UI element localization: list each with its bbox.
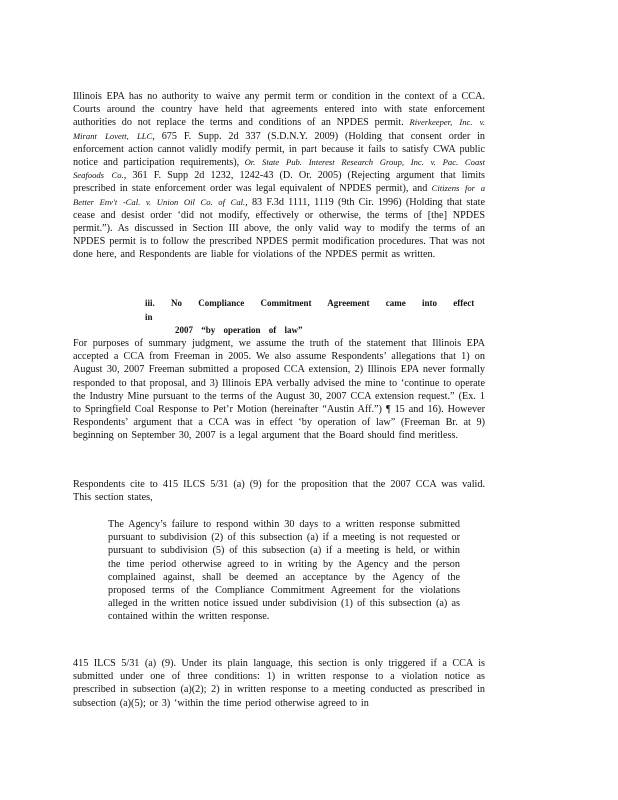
paragraph-text: , 675 F. Supp. 2d 337 (S.D.N.Y. 2009) (Holding that consent order in enforcement action cannot validly modify permit, in part because it fails to satisfy CWA public notice and participation requirements), xyxy=(73,130,485,169)
case-citation-riverkeeper: Riverkeeper, Inc. v. Mirant Lovett, LLC xyxy=(73,117,485,141)
paragraph-text: , 361 F. Supp 2d 1232, 1242-43 (D. Or. 2005) (Rejecting argument that limits prescribed in state enforcement order was legal equivalent of NPDES permit), and xyxy=(73,170,486,195)
block-quote-statute: The Agency’s failure to respond within 30 days to a written response submitted pursuant to subdivision (2) of this subsection (a) if a meeting is not requested or pursuant to subdivision (5) of this subsection (a) if a meeting is held, or within the time period otherwise agreed to in writing by the Agency and the person complained against, shall be deemed an acceptance by the Agency of the proposed terms of the Compliance Commitment Agreement for the violations alleged in the written notice issued under subdivision (1) of this subsection (a) as contained within the written response. xyxy=(108,519,460,623)
paragraph-text: Illinois EPA has no authority to waive any permit term or condition in the context of a CCA. Courts around the country have held that agreements entered into with state enforcement authorities do not replace the terms and conditions of an NPDES permit. xyxy=(73,91,485,129)
paragraph-epa-authority xyxy=(73,90,485,262)
case-citation-oregon-pirg: Or. State Pub. Interest Research Group, Inc. v. Pac. Coast Seafoods Co. xyxy=(73,157,485,181)
section-heading-line-1: iii. No Compliance Commitment Agreement came into effect in xyxy=(145,298,475,322)
case-citation-citizens-better-env: Citizens for a Better Env't -Cal. v. Union Oil Co. of Cal. xyxy=(73,183,485,207)
section-heading-line-2: 2007 “by operation of law” xyxy=(175,325,303,335)
paragraph-summary-judgment: For purposes of summary judgment, we assume the truth of the statement that Illinois EPA accepted a CCA from Freeman in 2005. We also assume Respondents’ allegations that 1) on August 30, 2007 Freeman submitted a proposed CCA extension, 2) Illinois EPA never formally responded to that proposal, and 3) Illinois EPA verbally advised the mine to ‘continue to operate the Industry Mine pursuant to the terms of the August 30, 2007 CCA extension request.” (Ex. 1 to Springfield Coal Response to Pet’r Motion (hereinafter “Austin Aff.”) ¶ 15 and 16). However Respondents’ argument that a CCA was in effect ‘by operation of law” (Freeman Br. at 9) beginning on September 30, 2007 is a legal argument that the Board should find meritless. xyxy=(73,338,485,442)
paragraph-plain-language: 415 ILCS 5/31 (a) (9). Under its plain language, this section is only triggered if a CCA is submitted under one of three conditions: 1) in written response to a violation notice as prescribed in subsection (a)(2); 2) in written response to a meeting conducted as prescribed in subsection (a)(5); or 3) ‘within the time period otherwise agreed to in xyxy=(73,658,485,709)
paragraph-respondents-cite: Respondents cite to 415 ILCS 5/31 (a) (9) for the proposition that the 2007 CCA was valid. This section states, xyxy=(73,479,485,504)
section-heading xyxy=(145,297,485,338)
paragraph-text: , 83 F.3d 1111, 1119 (9th Cir. 1996) (Holding that state cease and desist order ‘did not modify, effectively or otherwise, the terms of [the] NPDES permit.”). As discussed in Section III above, the only valid way to modify the terms of an NPDES permit is to follow the prescribed NPDES permit modification procedures. That was not done here, and Respondents are liable for violations of the NPDES permit as written. xyxy=(73,196,485,261)
